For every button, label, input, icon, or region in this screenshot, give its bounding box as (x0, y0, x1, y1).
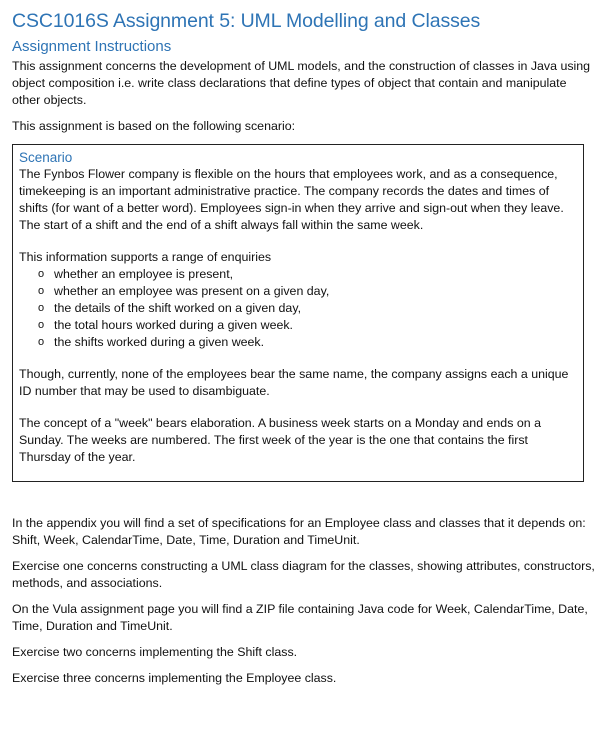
vula-paragraph: On the Vula assignment page you will find a ZIP file containing Java code for Week, CalendarTime, Date, Time, Duration and TimeUnit. (12, 602, 588, 633)
list-item: o whether an employee is present, (34, 266, 577, 283)
list-item: o the total hours worked during a given week. (34, 317, 577, 334)
list-item: o whether an employee was present on a given day, (34, 283, 577, 300)
hollow-bullet-icon: o (37, 285, 45, 297)
list-item: o the details of the shift worked on a given day, (34, 300, 577, 317)
enquiries-intro: This information supports a range of enquiries (19, 250, 272, 264)
page-title: CSC1016S Assignment 5: UML Modelling and Classes (12, 10, 481, 32)
hollow-bullet-icon: o (37, 302, 45, 314)
scenario-heading: Scenario (19, 150, 73, 165)
hollow-bullet-icon: o (37, 319, 45, 331)
scenario-paragraph-3: The concept of a "week" bears elaboration. A business week starts on a Monday and ends on a Sunday. The weeks are numbered. The first week of the year is the one that contains the first Thursday of the year. (19, 416, 541, 464)
exercise-two-paragraph: Exercise two concerns implementing the Shift class. (12, 645, 298, 659)
document-page (12, 8, 598, 687)
exercise-three-paragraph: Exercise three concerns implementing the Employee class. (12, 671, 337, 685)
enquiries-list (19, 266, 577, 351)
appendix-paragraph: In the appendix you will find a set of specifications for an Employee class and classes that it depends on: Shift, Week, CalendarTime, Date, Time, Duration and TimeUnit. (12, 516, 586, 547)
hollow-bullet-icon: o (37, 268, 45, 280)
exercise-one-paragraph: Exercise one concerns constructing a UML class diagram for the classes, showing attributes, constructors, methods, and associations. (12, 559, 595, 590)
instructions-heading: Assignment Instructions (12, 38, 172, 55)
hollow-bullet-icon: o (37, 336, 45, 348)
scenario-lead-paragraph: This assignment is based on the following scenario: (12, 119, 296, 133)
intro-paragraph: This assignment concerns the development of UML models, and the construction of classes in Java using object composition i.e. write class declarations that define types of object that contain and manipulate other objects. (12, 59, 591, 107)
list-item: o the shifts worked during a given week. (34, 334, 577, 351)
scenario-paragraph-1: The Fynbos Flower company is flexible on the hours that employees work, and as a consequence, timekeeping is an important administrative practice. The company records the dates and times of shifts (for want of a better word). Employees sign-in when they arrive and sign-out when they leave. The start of a shift and the end of a shift always fall within the same week. (19, 167, 564, 232)
scenario-box (12, 144, 584, 482)
scenario-paragraph-2: Though, currently, none of the employees bear the same name, the company assigns each a unique ID number that may be used to disambiguate. (19, 367, 569, 398)
